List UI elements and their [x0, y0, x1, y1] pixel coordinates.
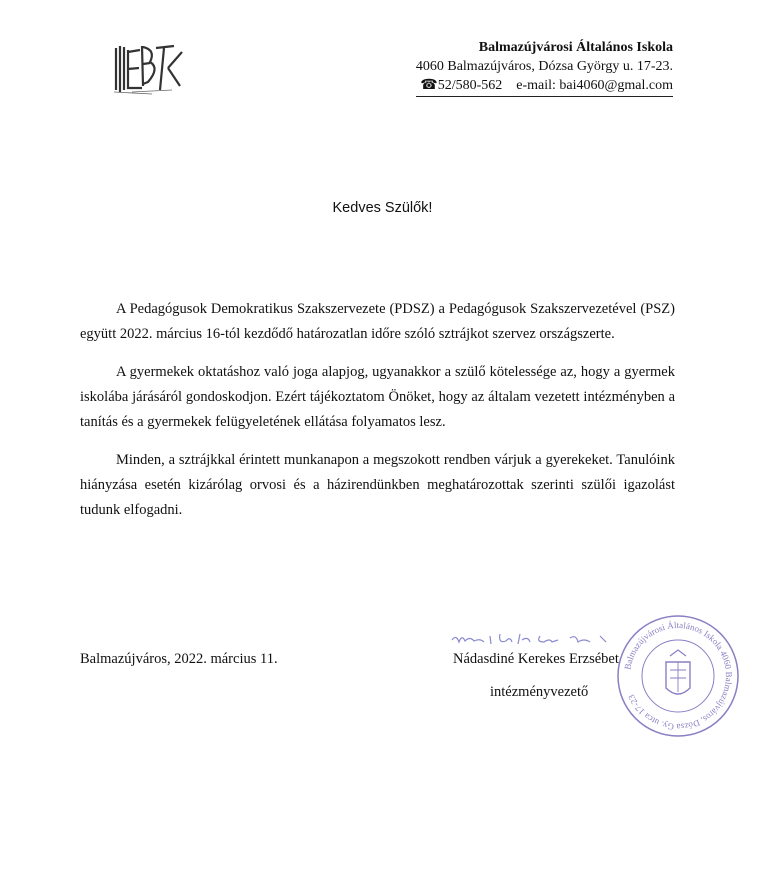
contact-line: [416, 76, 673, 97]
stamp-text: Balmazújvárosi Általános Iskola 4060 Balmazújváros, Dózsa Gy. utca 17-23: [622, 619, 735, 733]
school-logo: [112, 40, 186, 96]
school-address: 4060 Balmazújváros, Dózsa György u. 17-23.: [415, 59, 673, 74]
paragraph-1: A Pedagógusok Demokratikus Szakszervezete (PDSZ) a Pedagógusok Szakszervezetével (PSZ) együtt 2022. március 16-tól kezdődő határozatlan időre szóló sztrájkot szervez országszerte.: [80, 301, 675, 342]
school-stamp: [614, 612, 742, 740]
salutation: Kedves Szülők!: [332, 200, 433, 216]
letterhead: [416, 38, 673, 97]
telephone-icon: ☎: [420, 78, 438, 93]
place-and-date: Balmazújváros, 2022. március 11.: [80, 651, 278, 667]
letter-body: [80, 297, 675, 536]
school-name: Balmazújvárosi Általános Iskola: [478, 40, 673, 55]
handwritten-signature: [450, 630, 620, 652]
email-address: e-mail: bai4060@gmal.com: [516, 78, 673, 93]
signatory-name: Nádasdiné Kerekes Erzsébet: [453, 651, 619, 667]
paragraph-3: Minden, a sztrájkkal érintett munkanapon a megszokott rendben várjuk a gyerekeket. Tanulóink hiányzása esetén kizárólag orvosi és a házirendünkben meghatározottak szerinti szülői igazolást tudunk elfogadni.: [80, 452, 675, 518]
paragraph-2: A gyermekek oktatáshoz való joga alapjog, ugyanakkor a szülő kötelessége az, hogy a gyermek iskolába járásáról gondoskodjon. Ezért tájékoztatom Önöket, hogy az általam vezetett intézményben a tanítás és a gyermekek felügyeletének ellátása folyamatos lesz.: [80, 364, 675, 430]
signatory-role: intézményvezető: [490, 684, 589, 700]
phone-number: ☎52/580-562: [420, 78, 503, 93]
